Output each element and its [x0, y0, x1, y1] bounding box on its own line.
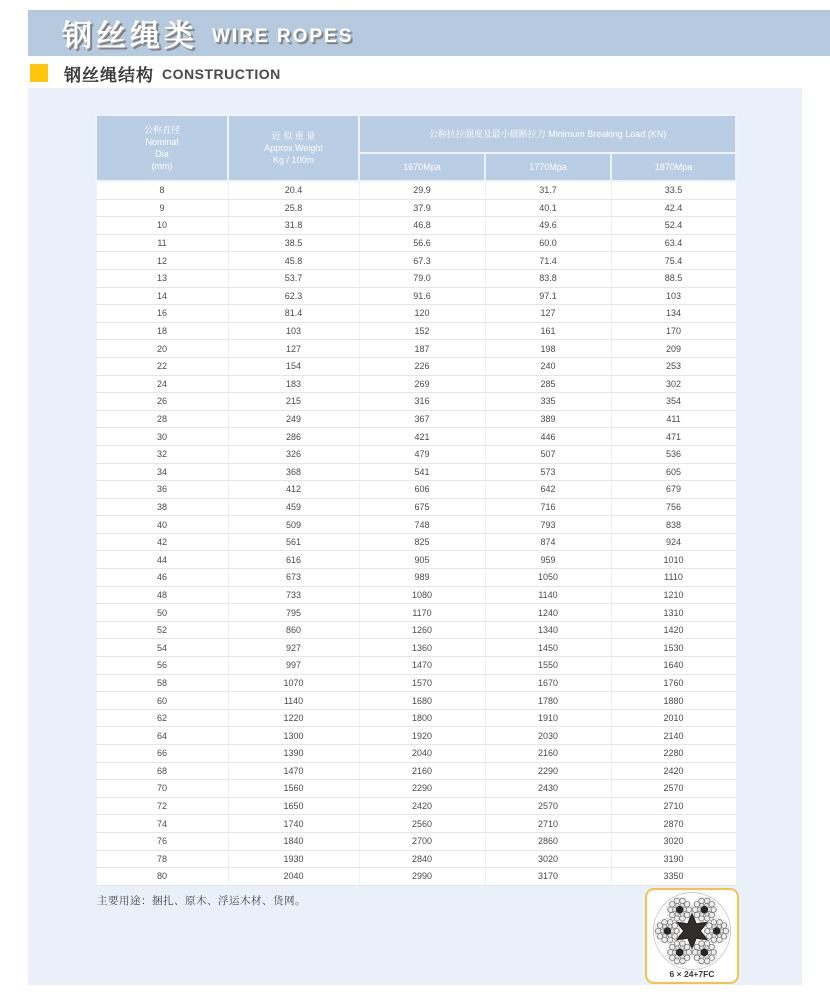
table-cell: 60: [96, 692, 228, 710]
table-row: [96, 375, 736, 393]
header-dia-en1: Nominal: [145, 136, 179, 147]
table-cell: 1910: [485, 709, 611, 727]
table-cell: 75.4: [611, 252, 736, 270]
header-dia-zh: 公称直径: [143, 124, 180, 135]
table-cell: 733: [228, 586, 359, 604]
table-cell: 50: [96, 604, 228, 622]
table-row: [96, 481, 736, 499]
table-cell: 2990: [359, 868, 485, 886]
header-1670mpa: 1670Mpa: [359, 153, 485, 181]
table-cell: 56: [96, 657, 228, 675]
table-cell: 215: [228, 393, 359, 411]
table-cell: 240: [485, 357, 611, 375]
table-row: [96, 199, 736, 217]
table-row: [96, 657, 736, 675]
header-dia-unit: (mm): [151, 161, 173, 172]
table-row: [96, 533, 736, 551]
table-row: [96, 234, 736, 252]
usage-note: 主要用途：捆扎、原木、浮运木材、货网。: [97, 895, 306, 907]
table-cell: 16: [96, 305, 228, 323]
table-cell: 53.7: [228, 269, 359, 287]
table-cell: 64: [96, 727, 228, 745]
table-cell: 1680: [359, 692, 485, 710]
table-cell: 183: [228, 375, 359, 393]
table-cell: 1300: [228, 727, 359, 745]
header-breaking-load-group: 公称抗拉强度及最小破断拉力 Minimum Breaking Load (KN): [359, 115, 736, 153]
table-cell: 616: [228, 551, 359, 569]
table-row: [96, 762, 736, 780]
table-cell: 10: [96, 217, 228, 235]
table-cell: 76: [96, 832, 228, 850]
rope-construction-label: 6 × 24+7FC: [669, 969, 715, 979]
table-cell: 8: [96, 181, 228, 199]
table-cell: 97.1: [485, 287, 611, 305]
table-cell: 335: [485, 393, 611, 411]
yellow-square-icon: [30, 64, 48, 82]
table-cell: 2840: [359, 850, 485, 868]
table-row: [96, 639, 736, 657]
table-cell: 675: [359, 498, 485, 516]
table-cell: 1140: [228, 692, 359, 710]
table-cell: 642: [485, 481, 611, 499]
table-cell: 161: [485, 322, 611, 340]
table-row: [96, 797, 736, 815]
table-cell: 226: [359, 357, 485, 375]
header-weight-unit: Kg / 100m: [272, 155, 315, 166]
header-dia-en2: Dia: [155, 149, 169, 159]
section-title-en: CONSTRUCTION: [162, 66, 281, 82]
table-cell: 997: [228, 657, 359, 675]
header-1770mpa: 1770Mpa: [485, 153, 611, 181]
table-cell: 927: [228, 639, 359, 657]
table-cell: 40.1: [485, 199, 611, 217]
table-cell: 1010: [611, 551, 736, 569]
table-cell: 1570: [359, 674, 485, 692]
table-cell: 37.9: [359, 199, 485, 217]
table-cell: 2280: [611, 745, 736, 763]
table-cell: 79.0: [359, 269, 485, 287]
page-title-en: WIRE ROPES: [212, 26, 354, 47]
table-cell: 134: [611, 305, 736, 323]
table-cell: 33.5: [611, 181, 736, 199]
table-row: [96, 269, 736, 287]
page-title-zh: 钢丝绳类: [62, 20, 198, 53]
table-cell: 302: [611, 375, 736, 393]
table-row: [96, 410, 736, 428]
table-cell: 2570: [611, 780, 736, 798]
table-cell: 78: [96, 850, 228, 868]
table-cell: 509: [228, 516, 359, 534]
table-cell: 1470: [228, 762, 359, 780]
table-row: [96, 252, 736, 270]
table-cell: 1920: [359, 727, 485, 745]
table-cell: 2420: [359, 797, 485, 815]
table-cell: 1640: [611, 657, 736, 675]
table-cell: 1390: [228, 745, 359, 763]
table-cell: 28: [96, 410, 228, 428]
table-cell: 2860: [485, 832, 611, 850]
table-cell: 20.4: [228, 181, 359, 199]
table-row: [96, 305, 736, 323]
table-cell: 1930: [228, 850, 359, 868]
table-cell: 2290: [359, 780, 485, 798]
table-cell: 38: [96, 498, 228, 516]
table-cell: 756: [611, 498, 736, 516]
page-header-band: [28, 10, 830, 56]
table-row: [96, 780, 736, 798]
table-cell: 29.9: [359, 181, 485, 199]
table-cell: 12: [96, 252, 228, 270]
table-cell: 412: [228, 481, 359, 499]
table-cell: 42.4: [611, 199, 736, 217]
table-cell: 18: [96, 322, 228, 340]
table-cell: 71.4: [485, 252, 611, 270]
table-cell: 26: [96, 393, 228, 411]
table-cell: 1110: [611, 569, 736, 587]
table-row: [96, 586, 736, 604]
table-cell: 127: [228, 340, 359, 358]
table-cell: 1260: [359, 621, 485, 639]
table-cell: 187: [359, 340, 485, 358]
table-cell: 367: [359, 410, 485, 428]
table-cell: 716: [485, 498, 611, 516]
table-cell: 825: [359, 533, 485, 551]
table-cell: 2040: [359, 745, 485, 763]
table-cell: 2870: [611, 815, 736, 833]
table-cell: 541: [359, 463, 485, 481]
table-cell: 30: [96, 428, 228, 446]
table-cell: 1340: [485, 621, 611, 639]
table-cell: 874: [485, 533, 611, 551]
table-cell: 62.3: [228, 287, 359, 305]
table-cell: 1050: [485, 569, 611, 587]
table-row: [96, 709, 736, 727]
table-cell: 1800: [359, 709, 485, 727]
table-cell: 1740: [228, 815, 359, 833]
table-cell: 679: [611, 481, 736, 499]
table-cell: 14: [96, 287, 228, 305]
table-cell: 52: [96, 621, 228, 639]
table-row: [96, 868, 736, 886]
table-cell: 479: [359, 445, 485, 463]
table-cell: 3170: [485, 868, 611, 886]
table-cell: 2420: [611, 762, 736, 780]
table-cell: 103: [228, 322, 359, 340]
table-cell: 24: [96, 375, 228, 393]
table-cell: 80: [96, 868, 228, 886]
table-cell: 673: [228, 569, 359, 587]
table-row: [96, 815, 736, 833]
table-cell: 421: [359, 428, 485, 446]
table-row: [96, 322, 736, 340]
table-cell: 1310: [611, 604, 736, 622]
table-cell: 63.4: [611, 234, 736, 252]
table-cell: 249: [228, 410, 359, 428]
table-cell: 2700: [359, 832, 485, 850]
table-cell: 91.6: [359, 287, 485, 305]
table-cell: 20: [96, 340, 228, 358]
table-cell: 561: [228, 533, 359, 551]
table-cell: 74: [96, 815, 228, 833]
table-header: [96, 115, 736, 181]
table-cell: 354: [611, 393, 736, 411]
table-row: [96, 287, 736, 305]
table-cell: 507: [485, 445, 611, 463]
table-cell: 11: [96, 234, 228, 252]
table-cell: 2030: [485, 727, 611, 745]
table-cell: 46: [96, 569, 228, 587]
table-row: [96, 745, 736, 763]
table-cell: 56.6: [359, 234, 485, 252]
table-cell: 1450: [485, 639, 611, 657]
rope-diagram-box: [645, 888, 739, 984]
table-cell: 2710: [485, 815, 611, 833]
table-cell: 68: [96, 762, 228, 780]
rope-cross-section-icon: [649, 891, 735, 971]
table-cell: 49.6: [485, 217, 611, 235]
table-cell: 269: [359, 375, 485, 393]
table-cell: 1170: [359, 604, 485, 622]
table-cell: 3020: [611, 832, 736, 850]
table-cell: 88.5: [611, 269, 736, 287]
header-nominal-dia: [96, 115, 228, 181]
table-cell: 103: [611, 287, 736, 305]
table-cell: 198: [485, 340, 611, 358]
table-body: [96, 181, 736, 885]
table-cell: 67.3: [359, 252, 485, 270]
table-cell: 860: [228, 621, 359, 639]
header-weight-zh: 近 似 重 量: [271, 130, 316, 141]
table-cell: 58: [96, 674, 228, 692]
table-cell: 411: [611, 410, 736, 428]
table-cell: 3020: [485, 850, 611, 868]
table-row: [96, 340, 736, 358]
table-cell: 286: [228, 428, 359, 446]
table-row: [96, 445, 736, 463]
table-cell: 209: [611, 340, 736, 358]
table-cell: 1760: [611, 674, 736, 692]
section-header: [30, 62, 281, 84]
table-cell: 152: [359, 322, 485, 340]
table-cell: 31.8: [228, 217, 359, 235]
table-cell: 13: [96, 269, 228, 287]
table-row: [96, 551, 736, 569]
table-cell: 838: [611, 516, 736, 534]
table-row: [96, 181, 736, 199]
table-cell: 2560: [359, 815, 485, 833]
table-row: [96, 498, 736, 516]
table-cell: 793: [485, 516, 611, 534]
table-cell: 959: [485, 551, 611, 569]
table-row: [96, 674, 736, 692]
table-row: [96, 516, 736, 534]
table-cell: 120: [359, 305, 485, 323]
table-cell: 2710: [611, 797, 736, 815]
table-cell: 368: [228, 463, 359, 481]
table-cell: 446: [485, 428, 611, 446]
table-cell: 1650: [228, 797, 359, 815]
table-cell: 605: [611, 463, 736, 481]
table-cell: 2430: [485, 780, 611, 798]
table-cell: 46.8: [359, 217, 485, 235]
table-cell: 9: [96, 199, 228, 217]
table-row: [96, 393, 736, 411]
table-cell: 1560: [228, 780, 359, 798]
table-cell: 2040: [228, 868, 359, 886]
table-cell: 389: [485, 410, 611, 428]
table-cell: 36: [96, 481, 228, 499]
table-cell: 573: [485, 463, 611, 481]
table-cell: 66: [96, 745, 228, 763]
header-1870mpa: 1870Mpa: [611, 153, 736, 181]
table-cell: 2160: [485, 745, 611, 763]
table-row: [96, 428, 736, 446]
table-cell: 924: [611, 533, 736, 551]
table-cell: 42: [96, 533, 228, 551]
table-cell: 253: [611, 357, 736, 375]
table-cell: 326: [228, 445, 359, 463]
table-row: [96, 604, 736, 622]
table-cell: 52.4: [611, 217, 736, 235]
table-cell: 38.5: [228, 234, 359, 252]
table-row: [96, 357, 736, 375]
table-row: [96, 217, 736, 235]
table-cell: 2570: [485, 797, 611, 815]
table-cell: 1210: [611, 586, 736, 604]
table-cell: 22: [96, 357, 228, 375]
table-cell: 1840: [228, 832, 359, 850]
table-row: [96, 850, 736, 868]
table-cell: 905: [359, 551, 485, 569]
table-cell: 1880: [611, 692, 736, 710]
table-cell: 459: [228, 498, 359, 516]
table-row: [96, 727, 736, 745]
table-cell: 154: [228, 357, 359, 375]
table-cell: 1360: [359, 639, 485, 657]
table-cell: 285: [485, 375, 611, 393]
table-cell: 54: [96, 639, 228, 657]
table-cell: 536: [611, 445, 736, 463]
table-cell: 2010: [611, 709, 736, 727]
table-cell: 32: [96, 445, 228, 463]
table-cell: 81.4: [228, 305, 359, 323]
table-cell: 1420: [611, 621, 736, 639]
table-cell: 3350: [611, 868, 736, 886]
table-cell: 1530: [611, 639, 736, 657]
table-cell: 2290: [485, 762, 611, 780]
table-cell: 1780: [485, 692, 611, 710]
table-cell: 31.7: [485, 181, 611, 199]
table-row: [96, 569, 736, 587]
wire-rope-spec-table: [95, 114, 737, 886]
table-row: [96, 692, 736, 710]
table-cell: 70: [96, 780, 228, 798]
table-cell: 44: [96, 551, 228, 569]
table-cell: 60.0: [485, 234, 611, 252]
table-cell: 40: [96, 516, 228, 534]
table-cell: 3190: [611, 850, 736, 868]
header-weight-en: Approx Weight: [264, 142, 323, 153]
table-cell: 62: [96, 709, 228, 727]
table-cell: 127: [485, 305, 611, 323]
table-cell: 316: [359, 393, 485, 411]
table-cell: 1220: [228, 709, 359, 727]
table-row: [96, 463, 736, 481]
table-cell: 748: [359, 516, 485, 534]
table-cell: 1550: [485, 657, 611, 675]
table-cell: 34: [96, 463, 228, 481]
table-cell: 1470: [359, 657, 485, 675]
table-cell: 1140: [485, 586, 611, 604]
table-cell: 2160: [359, 762, 485, 780]
table-cell: 2140: [611, 727, 736, 745]
table-cell: 45.8: [228, 252, 359, 270]
table-cell: 471: [611, 428, 736, 446]
table-cell: 72: [96, 797, 228, 815]
table-cell: 989: [359, 569, 485, 587]
table-cell: 1080: [359, 586, 485, 604]
table-cell: 1070: [228, 674, 359, 692]
table-cell: 170: [611, 322, 736, 340]
table-cell: 606: [359, 481, 485, 499]
table-cell: 83.8: [485, 269, 611, 287]
table-cell: 795: [228, 604, 359, 622]
section-title-zh: 钢丝绳结构: [64, 65, 154, 85]
table-row: [96, 621, 736, 639]
table-cell: 25.8: [228, 199, 359, 217]
table-cell: 48: [96, 586, 228, 604]
table-cell: 1670: [485, 674, 611, 692]
header-approx-weight: [228, 115, 359, 181]
table-row: [96, 832, 736, 850]
table-cell: 1240: [485, 604, 611, 622]
